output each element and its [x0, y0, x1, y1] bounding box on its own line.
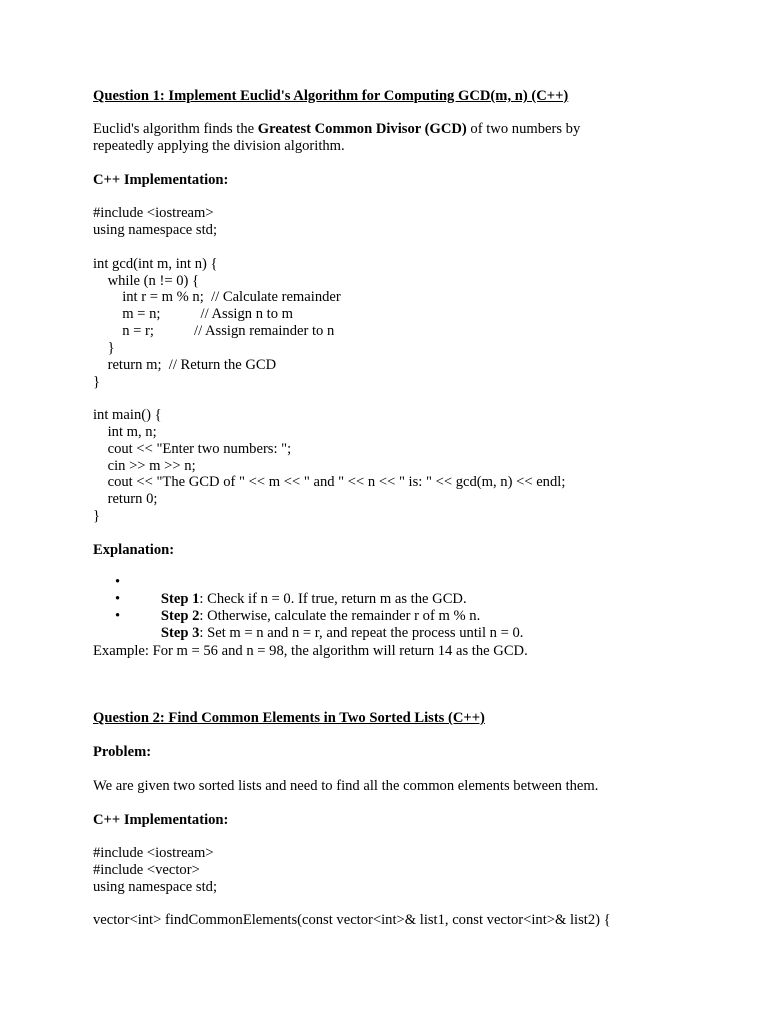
q1-intro-line2: repeatedly applying the division algorithm. [93, 138, 345, 154]
q1-code-line: } [93, 340, 115, 356]
q1-code-line: cout << "Enter two numbers: "; [93, 441, 292, 457]
q2-code-line: vector<int> findCommonElements(const vector<int>& list1, const vector<int>& list2) { [93, 912, 611, 928]
step-text: : Check if n = 0. If true, return m as the GCD. [199, 591, 467, 607]
q1-code-line: return 0; [93, 491, 158, 507]
q1-code-line: return m; // Return the GCD [93, 357, 277, 373]
q1-intro-bold: Greatest Common Divisor (GCD) [257, 121, 467, 137]
q2-problem-heading: Problem: [93, 744, 152, 760]
q2-code-line: using namespace std; [93, 879, 218, 895]
step-label: Step 1 [160, 591, 200, 607]
list-item [93, 574, 523, 607]
bullet-icon: • [115, 591, 121, 607]
q1-code-line: #include <iostream> [93, 205, 214, 221]
q1-heading: Question 1: Implement Euclid's Algorithm for Computing GCD(m, n) (C++) [93, 88, 569, 104]
list-item [93, 591, 523, 624]
q2-code-line: #include <vector> [93, 862, 200, 878]
q1-code-line: int gcd(int m, int n) { [93, 256, 218, 272]
q1-impl-heading: C++ Implementation: [93, 172, 229, 188]
q1-code-line: cout << "The GCD of " << m << " and " << n << " is: " << gcd(m, n) << endl; [93, 474, 566, 490]
q1-intro-prefix: Euclid's algorithm finds the [93, 121, 258, 137]
bullet-icon: • [115, 608, 121, 624]
list-item [93, 608, 524, 641]
q1-steps-list [93, 574, 524, 641]
q1-intro-suffix: of two numbers by [466, 121, 581, 137]
q1-code-line: while (n != 0) { [93, 273, 200, 289]
q2-heading: Question 2: Find Common Elements in Two Sorted Lists (C++) [93, 710, 485, 726]
q1-code-line: cin >> m >> n; [93, 458, 196, 474]
q1-code-line: int r = m % n; // Calculate remainder [93, 289, 341, 305]
bullet-icon: • [115, 574, 121, 590]
q1-explanation-heading: Explanation: [93, 542, 175, 558]
q2-problem-text: We are given two sorted lists and need to find all the common elements between them. [93, 778, 599, 794]
step-text: : Set m = n and n = r, and repeat the process until n = 0. [199, 625, 524, 641]
q2-impl-heading: C++ Implementation: [93, 812, 229, 828]
step-label: Step 2 [160, 608, 200, 624]
q1-code-line: using namespace std; [93, 222, 218, 238]
q1-code-line: } [93, 508, 101, 524]
q2-code-line: #include <iostream> [93, 845, 214, 861]
q1-code-line: int m, n; [93, 424, 157, 440]
q1-code-line: n = r; // Assign remainder to n [93, 323, 335, 339]
step-label: Step 3 [160, 625, 200, 641]
q1-code-line: } [93, 374, 101, 390]
step-text: : Otherwise, calculate the remainder r of m % n. [199, 608, 481, 624]
q1-intro-line1 [93, 121, 580, 138]
q1-code-line: m = n; // Assign n to m [93, 306, 293, 322]
q1-code-line: int main() { [93, 407, 162, 423]
q1-example: Example: For m = 56 and n = 98, the algorithm will return 14 as the GCD. [93, 643, 528, 659]
